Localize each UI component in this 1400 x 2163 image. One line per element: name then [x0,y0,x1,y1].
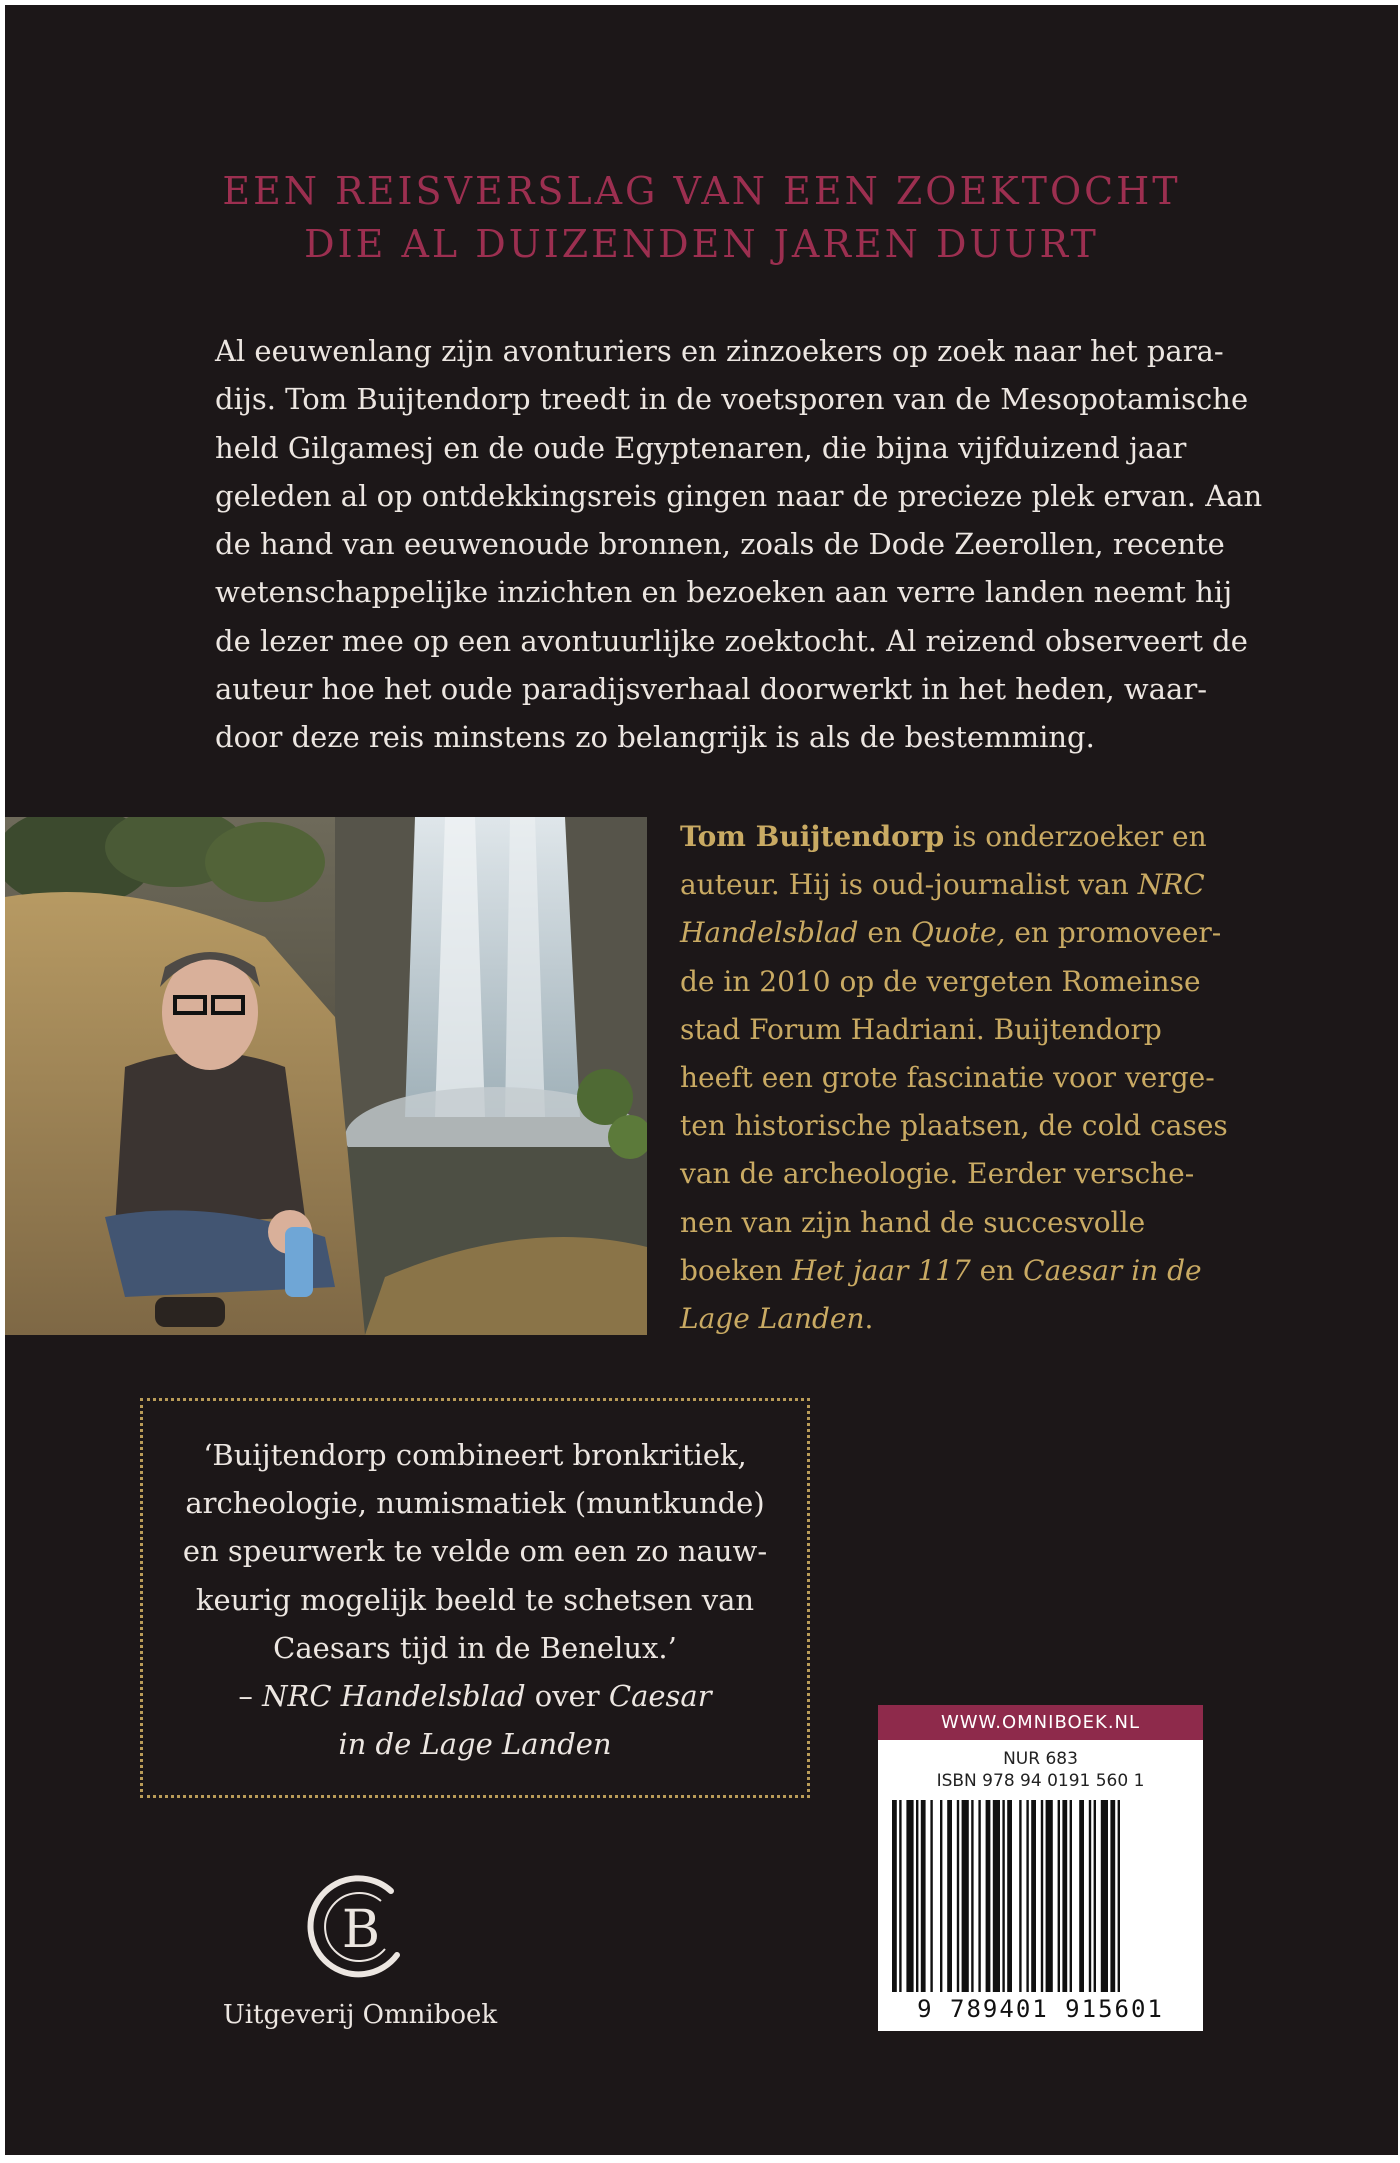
barcode-bar [892,1800,897,1992]
publication-title: Quote, [910,916,1006,950]
barcode-bar [1019,1800,1021,1992]
bio-line [680,909,1240,957]
barcode-bar [906,1800,913,1992]
logo-letter: B [341,1900,381,1960]
bio-text: en [970,1253,1024,1287]
barcode-bar [993,1800,1000,1992]
blurb-line: Al eeuwenlang zijn avonturiers en zinzoekers op zoek naar het para- [215,334,1224,368]
barcode-bar [962,1800,969,1992]
blurb-line: de lezer mee op een avontuurlijke zoektocht. Al reizend observeert de [215,623,1248,658]
bio-line: heeft een grote fascinatie voor verge- [680,1061,1215,1095]
barcode-bar [986,1800,991,1992]
blurb-line: geleden al op ontdekkingsreis gingen naar de precieze plek ervan. Aan [215,478,1263,513]
bio-line [680,1247,1240,1295]
barcode-bar [1101,1800,1108,1992]
barcode-bar [930,1800,932,1992]
barcode-bar [940,1800,942,1992]
nur-code: NUR 683 [1003,1749,1078,1769]
barcode-bar [1118,1800,1120,1992]
book-title: Lage Landen [680,1302,865,1336]
bio-text: en [858,916,911,950]
barcode-bar [1079,1800,1084,1992]
barcode-bar [1094,1800,1096,1992]
quote-dash: – [238,1679,263,1714]
barcode-bar [1110,1800,1115,1992]
barcode-bar [899,1800,901,1992]
barcode-bar [921,1800,926,1992]
bio-text: en promoveer- [1005,916,1222,950]
publication-title: NRC [1137,868,1205,902]
quote-over: over [525,1679,609,1714]
bio-text: . [864,1302,874,1336]
quote-line: archeologie, numismatiek (muntkunde) [185,1486,765,1521]
blurb-line: auteur hoe het oude paradijsverhaal doorwerkt in het heden, waar- [215,672,1207,707]
barcode-bars [892,1800,1189,1992]
barcode-bar [1041,1800,1043,1992]
quote-line: keurig mogelijk beeld te schetsen van [195,1582,755,1617]
isbn-number: ISBN 978 94 0191 560 1 [936,1771,1145,1791]
bio-line [680,1295,1240,1343]
blurb-line: wetenschappelijke inzichten en bezoeken aan verre landen neemt hij [215,575,1233,610]
blurb-line: door deze reis minstens zo belangrijk is als de bestemming. [215,720,1095,755]
publisher-website: WWW.OMNIBOEK.NL [878,1705,1203,1740]
book-back-cover [5,5,1398,2155]
quote-line: Caesars tijd in de Benelux.’ [273,1630,677,1665]
barcode-bar [1007,1800,1012,1992]
bio-line: stad Forum Hadriani. Buijtendorp [680,1012,1162,1046]
book-title: Het jaar 117 [791,1253,971,1287]
bio-line: de in 2010 op de vergeten Romeinse [680,964,1201,998]
book-blurb [215,327,1263,762]
blurb-line: de hand van eeuwenoude bronnen, zoals de Dode Zeerollen, recente [215,527,1225,562]
barcode-bar [1031,1800,1036,1992]
quote-book-continued: in de Lage Landen [338,1727,612,1762]
bio-line: nen van zijn hand de succesvolle [680,1205,1146,1239]
barcode-bar [971,1800,973,1992]
cover-heading [5,165,1398,271]
barcode-bar [1046,1800,1053,1992]
author-bio [680,813,1240,1343]
barcode-bar [1070,1800,1072,1992]
bio-text: boeken [680,1253,792,1287]
heading-line-1: EEN REISVERSLAG VAN EEN ZOEKTOCHT [222,169,1181,213]
barcode-bar [1058,1800,1060,1992]
barcode-bar [1089,1800,1091,1992]
bio-text: is onderzoeker en [944,820,1207,853]
author-name: Tom Buijtendorp [680,820,945,853]
quote-book: Caesar [608,1679,712,1714]
heading-line-2: DIE AL DUIZENDEN JAREN DUURT [304,222,1099,266]
publisher-logo [301,1871,417,1987]
barcode-block [878,1705,1203,2031]
quote-line: en speurwerk te velde om een zo nauw- [182,1534,768,1569]
publisher-name: Uitgeverij Omniboek [222,2000,498,2030]
author-photo [5,817,647,1335]
review-quote [143,1431,807,1768]
bio-line: ten historische plaatsen, de cold cases [680,1109,1228,1143]
omniboek-logo-icon [301,1871,417,1987]
blurb-line: dijs. Tom Buijtendorp treedt in de voetsporen van de Mesopotamische [215,382,1249,417]
quote-line: ‘Buijtendorp combineert bronkritiek, [203,1438,747,1472]
review-quote-box [140,1398,810,1798]
barcode-bar [1062,1800,1067,1992]
barcode-bar [1002,1800,1004,1992]
bio-line [680,813,1240,861]
barcode-bar [916,1800,918,1992]
barcode-digits: 9 789401 915601 [917,1995,1164,2023]
bio-text: auteur. Hij is oud-journalist van [680,868,1138,902]
bio-line [680,861,1240,909]
quote-source: NRC Handelsblad [262,1679,526,1714]
barcode-bar [978,1800,980,1992]
barcode-bar [947,1800,952,1992]
publication-title: Handelsblad [680,916,859,950]
bio-line: van de archeologie. Eerder versche- [680,1157,1195,1191]
barcode-bar [957,1800,959,1992]
quote-attribution [143,1672,807,1720]
book-title: Caesar in de [1023,1253,1202,1287]
barcode-bar [1026,1800,1028,1992]
blurb-line: held Gilgamesj en de oude Egyptenaren, die bijna vijfduizend jaar [215,430,1187,465]
author-photo-illustration [5,817,647,1335]
